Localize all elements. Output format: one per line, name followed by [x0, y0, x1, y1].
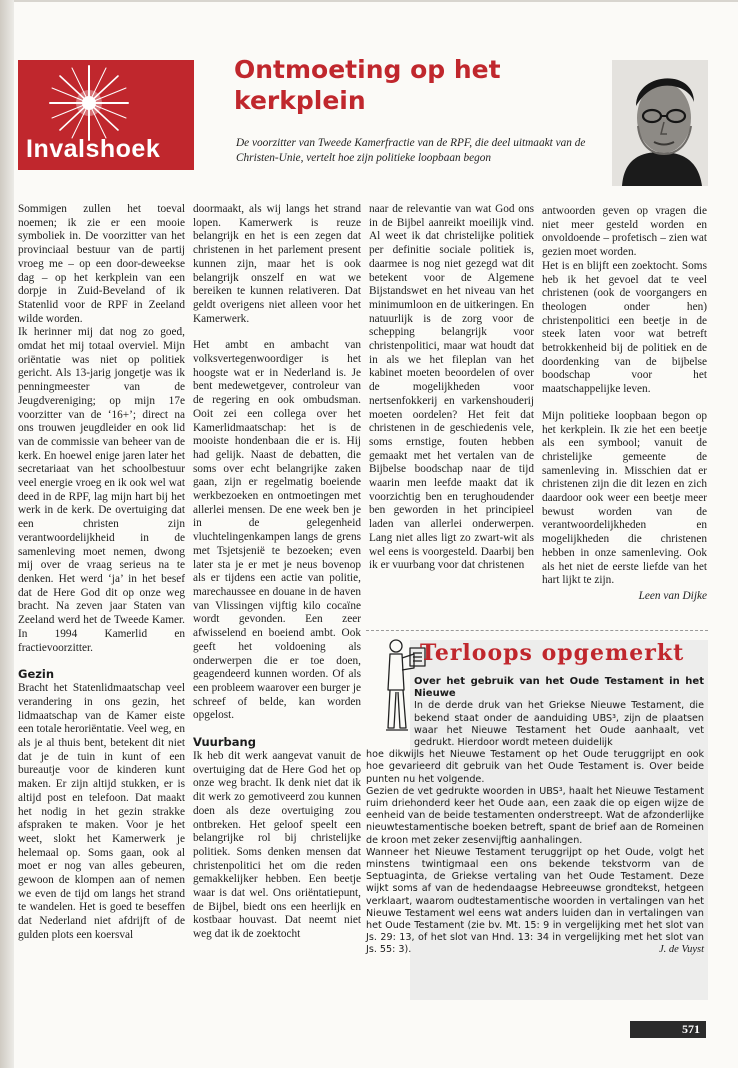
paragraph: Sommigen zullen het toeval noemen; ik zie er een mooie symboliek in. De voorzitter van het provinciaal bestuur van de partij vroeg me – op een door-deweekse dag – op het kerkplein van een dorpje in Zuid-Beveland of ik Statenlid voor de RPF in Zeeland wilde worden. — [18, 203, 185, 325]
page-binding-edge — [0, 0, 14, 1068]
author-signature: Leen van Dijke — [638, 589, 707, 602]
section-badge — [18, 60, 194, 170]
paragraph: Bracht het Statenlidmaatschap veel verandering in ons gezin, het lidmaatschap van de Kamer eiste een totale heroriëntatie. Veel weg, en als je al thuis bent, betekent dit niet dat je de tuin in kunt of een bureautje voor de kinderen kunt maken. Er zijn altijd stukken, er is altijd post en telefoon. Dat maakt het nodig in het gezin strakke afspraken te maken. Voor je het weet, slokt het Kamerwerk je helemaal op. Soms gaan, ook al moet er nog van alles gebeuren, gewoon de klompen aan of nemen we even de tijd om langs het strand te wandelen. Het is goed te beseffen dat Nederland niet afdrijft of de gulden plots een koersval — [18, 682, 185, 941]
paragraph: Het ambt en ambacht van volksvertegenwoordiger is het hoogste wat er in Nederland is. Je bent medewetgever, controleur van de regering en ook ombudsman. Ooit zei een collega over het Kamerlidmaatschap: het is de mooiste hondenbaan die er is. Hij had gelijk. Naast de debatten, die soms over echt belangrijke zaken gaan, zijn er regelmatig boeiende werkbezoeken en ontmoetingen met allerlei mensen. De ene week ben je in de gelegenheid vluchtelingenkampen langs de grens met Tsjetsjenië te bezoeken; even later sta je er met je neus bovenop als er tijdens een actie van politie, marechaussee en douane in de haven van Vlissingen vijftig kilo cocaïne wordt gevonden. Een zeer afwisselend en boeiend ambt. Ook geeft het voldoening als onderwerpen die er toe doen, geagendeerd kunnen worden. Of als een probleem waarover een burger je schreef of belde, kan worden opgelost. — [193, 339, 361, 722]
paragraph: In de derde druk van het Griekse Nieuwe Testament, die bekend staat onder de aanduiding UBS³, zijn de plaatsen waar het Nieuwe Testament het Oude aanhaalt, vet gedrukt. Hierdoor wordt meteen duidelijk — [414, 700, 704, 749]
paragraph: Gezien de vet gedrukte woorden in UBS³, haalt het Nieuwe Testament ruim driehonderd keer het Oude aan, een zaak die op eigen wijze de eenheid van de beide testamenten onderstreept. Wat de afzonderlijke nieuwtestamentische boeken betreft, spant de brief aan de Romeinen de kroon met zeker zesenvijftig aanhalingen. — [366, 785, 704, 846]
title-line-1: Ontmoeting op het — [234, 55, 501, 84]
page-number: 571 — [630, 1021, 706, 1038]
sidebar-heading: Over het gebruik van het Oude Testament in het Nieuwe — [414, 676, 704, 700]
paragraph: doormaakt, als wij langs het strand lopen. Kamerwerk is reuze belangrijk en het is een zegen dat christenen in het parlement present kunnen zijn, maar het is ook belangrijk onszelf en wat we bereiken te kunnen relativeren. Dat geldt overigens niet alleen voor het Kamerwerk. — [193, 203, 361, 325]
paragraph: Ik heb dit werk aangevat vanuit de overtuiging dat de Here God het op onze weg bracht. Ik denk niet dat ik dit werk zo gemotiveerd zou kunnen doen als deze overtuiging zou ontbreken. Het geloof speelt een belangrijke rol bij christelijke politiek. Soms denken mensen dat christenpolitici het om die reden gemakkelijker hebben. Een beetje waar is dat wel. Ons oriëntatiepunt, de Bijbel, biedt ons een heerlijk en kostbaar houvast. Dat neemt niet weg dat ik de zoektocht — [193, 750, 361, 941]
section-label: Invalshoek — [26, 135, 161, 163]
paragraph: Mijn politieke loopbaan begon op het kerkplein. Ik zie het een beetje als een symbool; vanuit de christelijke gemeente de samenleving in. Misschien dat er christenen zijn die dit lezen en zich daardoor ook weer een beetje meer bewust worden van de verantwoordelijkheden en mogelijkheden die christenen hebben in onze samenleving. Ook als het niet de eerste liefde van het hart lijkt te zijn. — [542, 409, 707, 587]
paragraph — [366, 847, 704, 957]
paragraph: naar de relevantie van wat God ons in de Bijbel aanreikt moeilijk vind. Al weet ik dat christelijke politiek per definitie sociale politiek is, daarmee is nog niet gezegd wat dit betekent voor de Algemene Bijstandswet en het niveau van het minimumloon en de uitkeringen. En natuurlijk is de zorg voor de schepping belangrijk voor christenpolitici, maar wat houdt dat in als we het fileplan van het kabinet moeten beoordelen of over de mogelijkheden voor nertsenfokkerij en varkenshouderij moeten oordelen? Het feit dat christenen in de geschiedenis vele, soms ernstige, fouten hebben gemaakt met het vertalen van de Bijbelse boodschap naar de tijd waarin men leefde maakt dat ik voorzichtig ben en terughoudender ben geworden in het principieel laden van allerlei onderwerpen. Lang niet alles ligt zo zwart-wit als wel eens is voorgesteld. Daarbij ben ik er vuurbang voor dat christenen — [369, 203, 534, 572]
sidebar-divider — [366, 630, 708, 632]
star-burst-icon — [46, 64, 132, 142]
sidebar-box — [366, 630, 708, 1000]
paragraph: Ik herinner mij dat nog zo goed, omdat het mij totaal overviel. Mijn oriëntatie was niet op politiek gericht. Als 13-jarig jongetje was ik penningmeester van de Jeugdvereniging; op mijn 17e voorzitter van de ‘16+’; direct na ons trouwen jeugdleider en ook lid van de commissie van beheer van de kerk. En hoewel enige jaren later het secretariaat van het schoolbestuur veel energie vroeg en ik ook wel wat deed in de RPF, lag mijn hart bij het werk in de kerk. De overtuiging dat een christen zijn verantwoordelijkheid in de samenleving moet nemen, dwong mij over de vraag serieus na te denken. Het werd ‘ja’ in het besef dat de Here God dit op onze weg bracht. Na zeven jaar Staten van Zeeland werd het de Tweede Kamer. In 1994 Kamerlid en fractievoorzitter. — [18, 326, 185, 654]
article-title — [234, 54, 584, 116]
top-rule — [14, 0, 738, 2]
sidebar-body — [366, 676, 704, 957]
article-subtitle: De voorzitter van Tweede Kamerfractie van de RPF, die deel uitmaakt van de Christen-Unie, vertelt hoe zijn politieke loopbaan begon — [236, 137, 586, 164]
article-column-4 — [542, 205, 707, 604]
paragraph: antwoorden geven op vragen die niet meer gesteld worden en onvoldoende – profetisch – zien wat gezien moet worden. — [542, 205, 707, 259]
paragraph-text: Wanneer het Nieuwe Testament teruggrijpt op het Oude, volgt het minstens twintigmaal een ons bekende tekstvorm van de Septuaginta, de Griekse vertaling van het Oude Testament. Deze wijkt soms af van de hedendaagse Hebreeuwse grondtekst, hetgeen verklaart, waarom oudtestamentische woorden in vertalingen van het Nieuwe Testament wel eens wat anders luiden dan in vertalingen van het Oude Testament (zie bv. Mt. 15: 9 in vergelijking met het slot van Js. 29: 13, of het slot van Hnd. 13: 34 in vergelijking met het slot van Js. 55: 3). — [366, 846, 704, 956]
paragraph: Het is en blijft een zoektocht. Soms heb ik het gevoel dat te veel christenen (ook de voorgangers en theologen onder hen) christenpolitici een beetje in de steek laten voor wat betreft betrokkenheid bij de politiek en de doordenking van de bijbelse boodschap voor het maatschappelijke leven. — [542, 259, 707, 396]
article-column-2 — [193, 203, 361, 942]
paragraph: hoe dikwijls het Nieuwe Testament op het Oude teruggrijpt en ook hoe gevarieerd dit gebruik van het Oude Testament is. Over beide punten nu het volgende. — [366, 749, 704, 785]
article-column-1 — [18, 203, 185, 943]
article-column-3 — [369, 203, 534, 573]
title-line-2: kerkplein — [234, 86, 366, 115]
section-heading-vuurbang: Vuurbang — [193, 735, 256, 750]
sidebar-title: Terloops opgemerkt — [420, 640, 685, 666]
section-heading-gezin: Gezin — [18, 667, 55, 682]
author-portrait — [612, 60, 708, 186]
sidebar-author: J. de Vuyst — [659, 944, 704, 956]
